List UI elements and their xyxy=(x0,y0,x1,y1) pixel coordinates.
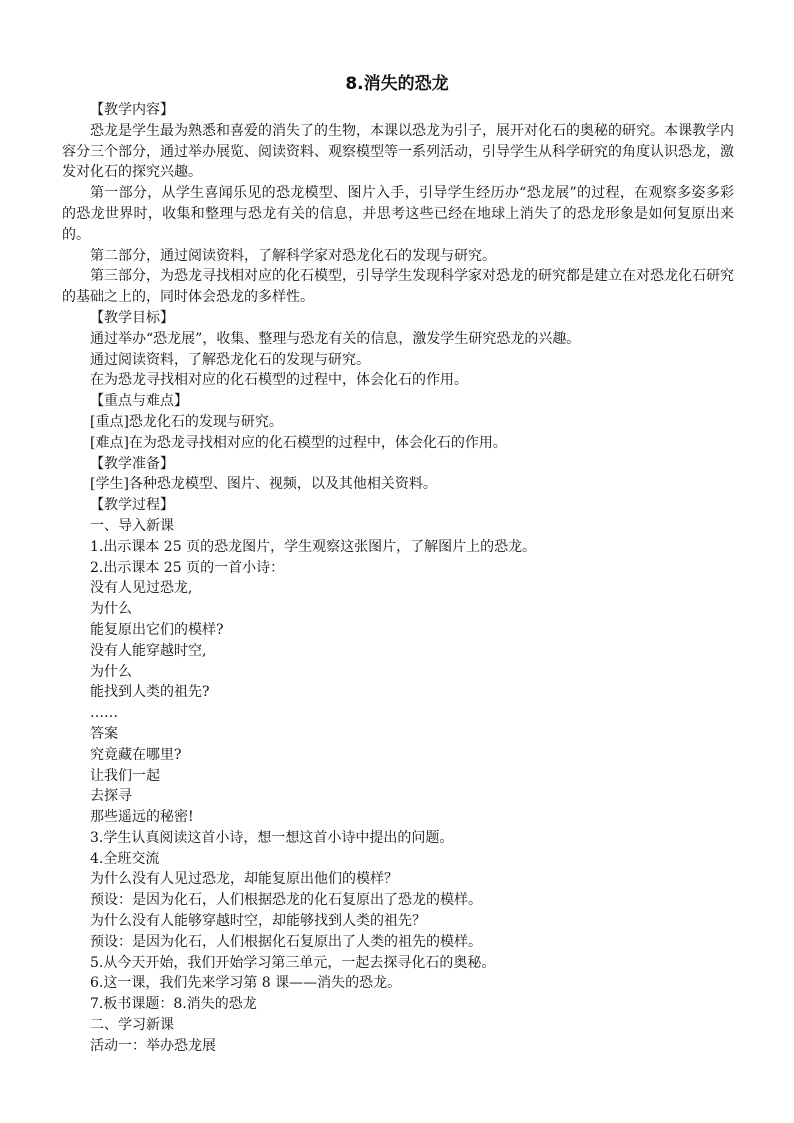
step-item: 6.这一课，我们先来学习第 8 课——消失的恐龙。 xyxy=(90,975,402,992)
step-item: 7.板书课题：8.消失的恐龙 xyxy=(90,996,257,1013)
document-body xyxy=(62,100,734,1057)
paragraph-part-three: 第三部分，为恐龙寻找相对应的化石模型，引导学生发现科学家对恐龙的研究都是建立在对恐龙化石研究的基础之上的，同时体会恐龙的多样性。 xyxy=(62,268,734,306)
goal-item: 通过阅读资料，了解恐龙化石的发现与研究。 xyxy=(90,351,370,368)
section-heading-process: 【教学过程】 xyxy=(90,497,174,514)
key-point-item: [重点]恐龙化石的发现与研究。 xyxy=(90,413,283,430)
step-item: 1.出示课本 25 页的恐龙图片，学生观察这张图片，了解图片上的恐龙。 xyxy=(90,538,537,555)
poem-line: 为什么 xyxy=(90,601,132,618)
step-heading: 二、学习新课 xyxy=(90,1017,174,1034)
poem-line: 没有人能穿越时空, xyxy=(90,642,207,659)
paragraph-part-two: 第二部分，通过阅读资料，了解科学家对恐龙化石的发现与研究。 xyxy=(90,247,496,264)
section-heading-key-points: 【重点与难点】 xyxy=(90,393,188,410)
question-item: 为什么没有人能够穿越时空，却能够找到人类的祖先？ xyxy=(90,913,426,930)
question-item: 为什么没有人见过恐龙，却能复原出他们的模样？ xyxy=(90,871,398,888)
poem-line: 没有人见过恐龙, xyxy=(90,580,193,597)
activity-heading: 活动一：举办恐龙展 xyxy=(90,1037,216,1054)
answer-item: 预设：是因为化石，人们根据化石复原出了人类的祖先的模样。 xyxy=(90,933,482,950)
step-heading: 一、导入新课 xyxy=(90,517,174,534)
step-item: 5.从今天开始，我们开始学习第三单元，一起去探寻化石的奥秘。 xyxy=(90,954,496,971)
poem-line: …… xyxy=(90,705,118,722)
poem-line: 那些遥远的秘密! xyxy=(90,809,194,826)
poem-line: 为什么 xyxy=(90,663,132,680)
poem-line: 能复原出它们的模样? xyxy=(90,621,224,638)
section-heading-content: 【教学内容】 xyxy=(90,102,174,118)
poem-line: 让我们一起 xyxy=(90,767,160,784)
poem-line: 答案 xyxy=(90,725,118,742)
preparation-item: [学生]各种恐龙模型、图片、视频，以及其他相关资料。 xyxy=(90,476,437,493)
difficulty-item: [难点]在为恐龙寻找相对应的化石模型的过程中，体会化石的作用。 xyxy=(90,434,507,451)
paragraph-part-one: 第一部分，从学生喜闻乐见的恐龙模型、图片入手，引导学生经历办“恐龙展”的过程，在观察多姿多彩的恐龙世界时，收集和整理与恐龙有关的信息，并思考这些已经在地球上消失了的恐龙形象是如何复原出来的。 xyxy=(62,185,734,243)
poem-line: 能找到人类的祖先? xyxy=(90,684,210,701)
step-item: 4.全班交流 xyxy=(90,850,160,867)
poem-line: 究竟藏在哪里? xyxy=(90,746,182,763)
page-title: 8.消失的恐龙 xyxy=(345,74,449,94)
poem-line: 去探寻 xyxy=(90,788,132,805)
goal-item: 通过举办“恐龙展”，收集、整理与恐龙有关的信息，激发学生研究恐龙的兴趣。 xyxy=(90,330,581,347)
answer-item: 预设：是因为化石，人们根据恐龙的化石复原出了恐龙的模样。 xyxy=(90,892,482,909)
section-heading-preparation: 【教学准备】 xyxy=(90,455,174,472)
paragraph-intro: 恐龙是学生最为熟悉和喜爱的消失了的生物，本课以恐龙为引子，展开对化石的奥秘的研究。本课教学内容分三个部分，通过举办展览、阅读资料、观察模型等一系列活动，引导学生从科学研究的角度认识恐龙，激发对化石的探究兴趣。 xyxy=(62,122,734,181)
goal-item: 在为恐龙寻找相对应的化石模型的过程中，体会化石的作用。 xyxy=(90,372,468,389)
section-heading-goals: 【教学目标】 xyxy=(90,309,174,326)
step-item: 2.出示课本 25 页的一首小诗： xyxy=(90,559,285,576)
step-item: 3.学生认真阅读这首小诗，想一想这首小诗中提出的问题。 xyxy=(90,829,454,846)
